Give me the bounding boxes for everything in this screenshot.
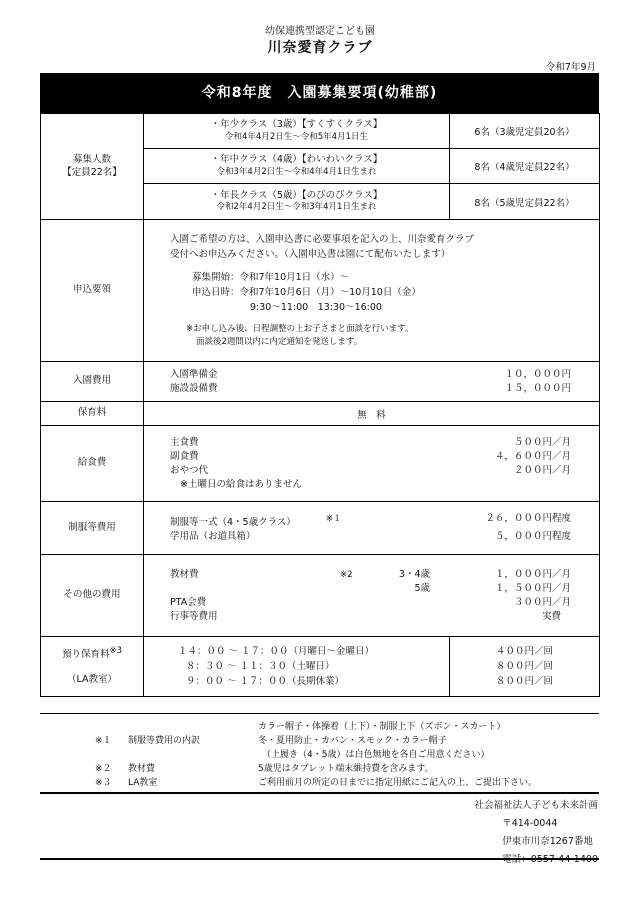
- application-row: [41, 220, 600, 362]
- note-detail: カラー帽子・体操着（上下）・制服上下（ズボン・スカート）: [258, 722, 506, 732]
- fee-item-name: 制服等一式（4・5歳クラス）: [170, 517, 296, 529]
- fee-line: [170, 464, 571, 478]
- class-name: ・年長クラス（5歳）【のびのびクラス】: [210, 189, 383, 201]
- footer-divider: [40, 858, 599, 860]
- note-detail: ご利用前月の所定の日までに指定用紙にご記入の上、ご提出下さい。: [258, 778, 538, 788]
- class-capacity: 8名（4歳児定員22名）: [450, 149, 600, 184]
- fee-name: 副食費: [170, 450, 199, 462]
- fee-amount: １，５００円／月: [494, 582, 571, 594]
- admission-fee-label: 入園費用: [41, 362, 144, 402]
- application-note: 面談後2週間以内に内定通知を発送します。: [196, 337, 363, 347]
- note-detail: （上履き（4・5歳）は白色無地を各自ご用意ください）: [262, 750, 490, 760]
- fee-line: [170, 596, 571, 610]
- class-name: ・年少クラス（3歳）【すくすくクラス】: [210, 119, 383, 131]
- document-date: 令和7年9月: [545, 62, 596, 73]
- fee-name: 教材費: [170, 568, 199, 580]
- school-subtitle: 幼保連携型認定こども園: [265, 26, 375, 37]
- footnote-mark: ※3: [109, 646, 123, 657]
- recruitment-label-cell: [41, 114, 144, 220]
- fee-name: PTA会費: [170, 596, 207, 608]
- fee-amount: １，０００円／月: [494, 568, 571, 580]
- document-title-banner: 令和8年度 入園募集要項(幼稚部): [40, 73, 599, 113]
- extended-care-row: [41, 637, 600, 697]
- childcare-fee-label: 保育料: [41, 402, 144, 426]
- note-mark: ※２: [95, 764, 112, 774]
- application-details: [144, 220, 600, 362]
- fee-line: [170, 450, 571, 464]
- application-period: 申込日時：令和7年10月6日（月）～10月10日（金）: [192, 287, 421, 298]
- application-intro: 入園ご希望の方は、入園申込書に必要事項を記入の上、川奈愛育クラブ: [170, 234, 475, 245]
- age-group: 3・4歳: [398, 568, 430, 580]
- note-title: 制服等費用の内訳: [128, 736, 201, 746]
- footnote-mark: ※2: [340, 569, 353, 580]
- application-label: 申込要領: [41, 220, 144, 362]
- meal-fee-label: 給食費: [41, 426, 144, 502]
- note-detail: 冬・夏用防止・カバン・スモック・カラー帽子: [258, 736, 447, 746]
- note-title: 教材費: [128, 764, 156, 774]
- application-intro: 受付へお申込みください。（入園申込書は園にて配布いたします）: [170, 249, 451, 260]
- fee-amount: ５００円／月: [513, 436, 571, 448]
- age-group: 5歳: [414, 582, 430, 594]
- class-info: [144, 114, 450, 149]
- fee-amount: ４，６００円／月: [494, 450, 571, 462]
- care-fee: ８００円／回: [495, 676, 553, 687]
- extended-care-sublabel: （LA教室）: [66, 674, 117, 686]
- care-time: １４：００ ～ １７：００（月曜日～金曜日）: [178, 646, 375, 657]
- fee-amount: ５，０００円程度: [494, 531, 571, 543]
- extended-care-label-text: 預り保育料: [61, 649, 110, 661]
- fee-name: 学用品（お道具箱）: [170, 531, 256, 543]
- fee-line: [170, 368, 571, 382]
- fee-line: [170, 582, 571, 596]
- other-fee-details: [144, 555, 600, 637]
- class-dob-range: 令和2年4月2日生～令和3年4月1日生まれ: [216, 202, 377, 213]
- fee-name: おやつ代: [170, 464, 209, 476]
- other-fee-row: [41, 555, 600, 637]
- class-info: [144, 184, 450, 220]
- fee-amount: ３００円／月: [513, 596, 571, 608]
- address: 伊東市川奈1267番地: [502, 836, 593, 847]
- note-mark: ※３: [95, 778, 112, 788]
- class-dob-range: 令和4年4月2日生～令和5年4月1日生: [225, 131, 368, 142]
- fee-name: 入園準備金: [170, 368, 218, 380]
- uniform-fee-details: [144, 502, 600, 555]
- extended-care-label-cell: [41, 637, 144, 697]
- class-capacity: 6名（3歳児定員20名）: [450, 114, 600, 149]
- footnote-mark: ※１: [325, 513, 342, 524]
- note-detail: 5歳児はタブレット端末維持費を含みます。: [258, 764, 434, 774]
- application-note: ※お申し込み後、日程調整の上お子さまと面談を行います。: [186, 324, 414, 334]
- fee-name: 主食費: [170, 436, 199, 448]
- uniform-fee-row: [41, 502, 600, 555]
- application-hours: 9:30～11:00 13:30～16:00: [250, 302, 382, 313]
- class-row-nenshou: [41, 114, 600, 149]
- meal-note: ※土曜日の給食はありません: [180, 478, 302, 490]
- postal-code: 〒414-0044: [502, 818, 558, 829]
- fee-amount: ２６，０００円程度: [485, 512, 571, 524]
- fee-amount: １０，０００円: [504, 368, 571, 380]
- phone: 電話：0557-44-1400: [502, 854, 598, 865]
- admission-fee-details: [144, 362, 600, 402]
- care-time: ９：００ ～ １７：００（長期休業）: [186, 676, 345, 687]
- note-title: LA教室: [128, 778, 158, 788]
- application-start: 募集開始：令和7年10月1日（水）～: [192, 272, 350, 283]
- fee-name: 施設設備費: [170, 382, 218, 394]
- footnotes: [40, 713, 599, 794]
- class-info: [144, 149, 450, 184]
- extended-care-times: [144, 637, 450, 697]
- care-fee: ８００円／回: [495, 661, 553, 672]
- organization-name: 社会福祉法人子ども未来計画: [474, 800, 598, 811]
- childcare-fee-value: 無 料: [144, 402, 600, 426]
- note-mark: ※１: [95, 736, 112, 746]
- fee-line: [170, 610, 571, 624]
- fee-line: [170, 436, 571, 450]
- class-name: ・年中クラス（4歳）【わいわいクラス】: [210, 154, 383, 166]
- class-dob-range: 令和3年4月2日生～令和4年4月1日生まれ: [216, 166, 377, 177]
- uniform-fee-label: 制服等費用: [41, 502, 144, 555]
- childcare-fee-row: [41, 402, 600, 426]
- recruitment-capacity-total: 【定員22名】: [62, 166, 122, 178]
- fee-line: [170, 512, 571, 530]
- fee-line: [170, 530, 571, 544]
- admission-requirements-table: [40, 113, 600, 697]
- meal-fee-details: [144, 426, 600, 502]
- fee-amount: 実費: [541, 610, 561, 622]
- care-time: ８：３０ ～ １１：３０（土曜日）: [186, 661, 335, 672]
- fee-line: [170, 382, 571, 396]
- fee-name: [170, 512, 341, 530]
- class-capacity: 8名（5歳児定員22名）: [450, 184, 600, 220]
- care-fee: ４００円／回: [495, 646, 553, 657]
- school-name: 川奈愛育クラブ: [267, 40, 373, 56]
- admission-fee-row: [41, 362, 600, 402]
- meal-fee-row: [41, 426, 600, 502]
- fee-amount: ２００円／月: [513, 464, 571, 476]
- fee-amount: １５，０００円: [504, 382, 571, 394]
- extended-care-label: [41, 646, 143, 662]
- fee-line: [170, 568, 571, 582]
- fee-name: 行事等費用: [170, 610, 218, 622]
- recruitment-label: 募集人数: [72, 153, 111, 165]
- extended-care-fees: [450, 637, 600, 697]
- other-fee-label: その他の費用: [41, 555, 144, 637]
